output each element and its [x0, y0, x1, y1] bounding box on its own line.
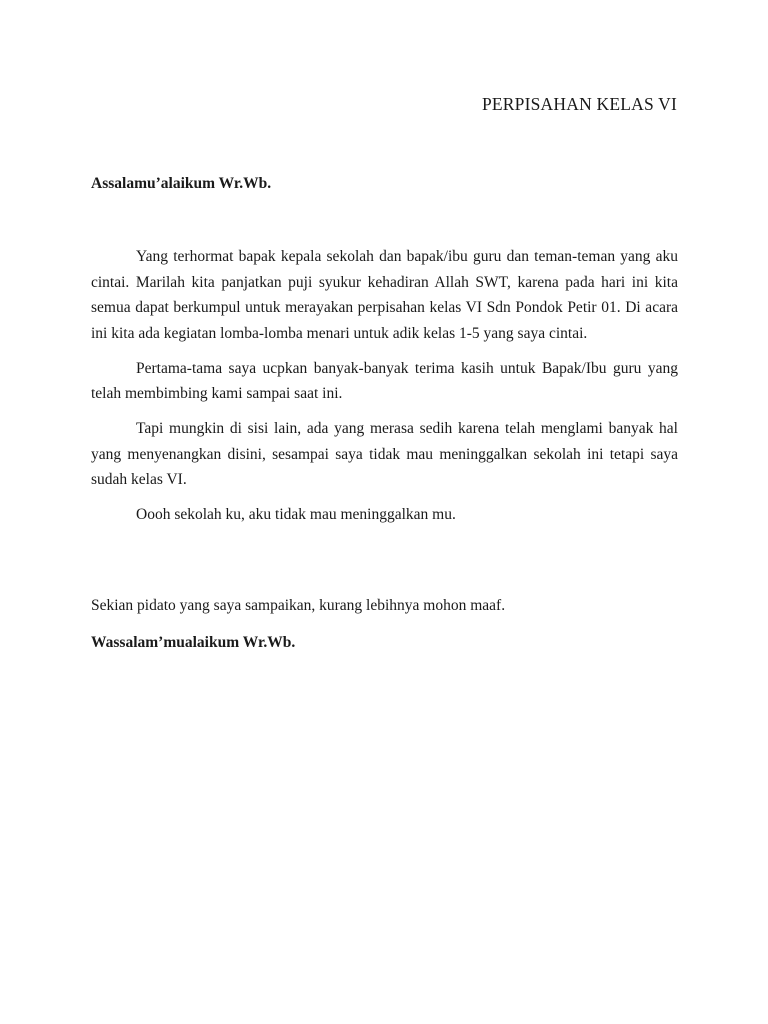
- paragraph: Yang terhormat bapak kepala sekolah dan bapak/ibu guru dan teman-teman yang aku cintai. Marilah kita panjatkan puji syukur kehadiran Allah SWT, karena pada hari ini kita semua dapat berkumpul untuk merayakan perpisahan kelas VI Sdn Pondok Petir 01. Di acara ini kita ada kegiatan lomba-lomba menari untuk adik kelas 1-5 yang saya cintai.: [91, 248, 678, 342]
- closing-text: Sekian pidato yang saya sampaikan, kurang lebihnya mohon maaf.: [91, 597, 506, 614]
- paragraph: Pertama-tama saya ucpkan banyak-banyak terima kasih untuk Bapak/Ibu guru yang telah membimbing kami sampai saat ini.: [91, 359, 678, 402]
- opening-greeting: Assalamu’alaikum Wr.Wb.: [91, 175, 272, 192]
- closing-greeting: Wassalam’mualaikum Wr.Wb.: [91, 634, 296, 651]
- document-title: PERPISAHAN KELAS VI: [481, 94, 677, 114]
- paragraph: Oooh sekolah ku, aku tidak mau meninggalkan mu.: [136, 506, 456, 523]
- speech-body: [91, 244, 678, 537]
- paragraph: Tapi mungkin di sisi lain, ada yang merasa sedih karena telah menglami banyak hal yang menyenangkan disini, sesampai saya tidak mau meninggalkan sekolah ini tetapi saya sudah kelas VI.: [91, 420, 678, 488]
